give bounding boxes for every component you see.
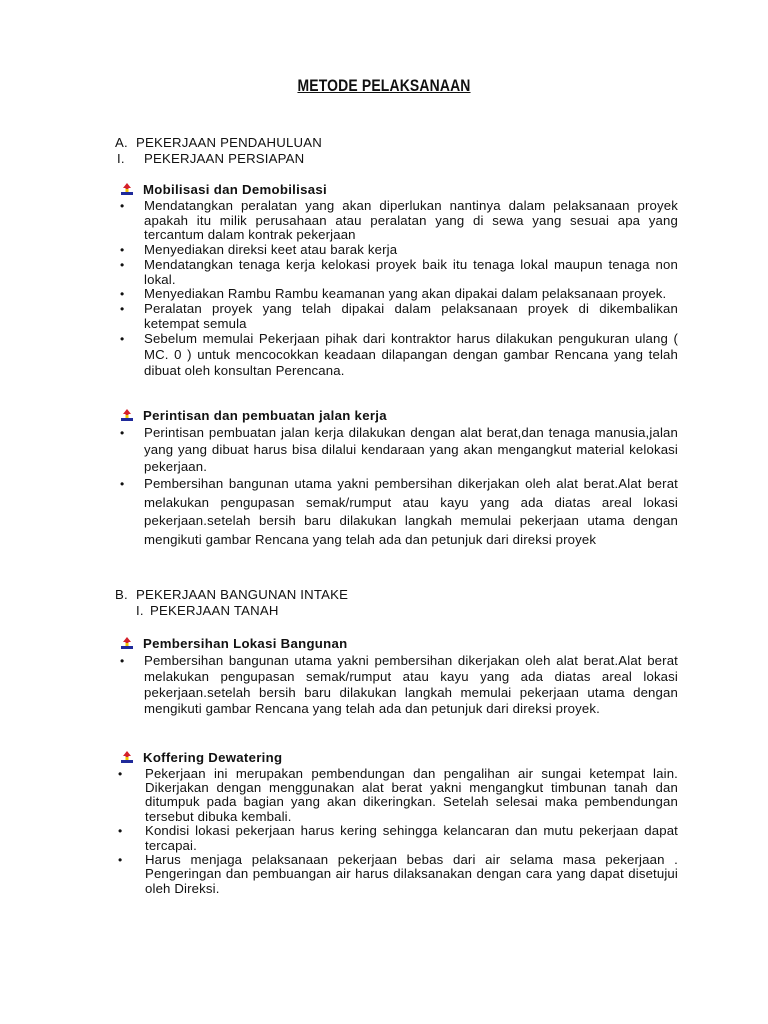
arrow-bullet-icon <box>121 751 133 764</box>
arrow-bullet-icon <box>121 183 133 196</box>
list-item: • Harus menjaga pelaksanaan pekerjaan bebas dari air selama masa pekerjaan . Pengeringan dan pembuangan air harus dilaksanakan dengan cara yang dapat disetujui oleh Direksi. <box>118 852 678 896</box>
arrow-bullet-icon <box>121 409 133 422</box>
perintisan-list <box>118 425 678 549</box>
list-item: • Mendatangkan peralatan yang akan diperlukan nantinya dalam pelaksanaan proyek apakah itu milik perusahaan atau peralatan yang di sewa yang sesuai apa yang tercantum dalam kontrak pekerjaan <box>120 198 678 243</box>
section-b-letter: B. <box>115 587 128 602</box>
section-b-subtitle: PEKERJAAN TANAH <box>150 603 279 618</box>
list-item: • Kondisi lokasi pekerjaan harus kering sehingga kelancaran dan mutu pekerjaan dapat tercapai. <box>118 823 678 853</box>
section-a-roman: I. <box>117 151 125 166</box>
list-item: • Pekerjaan ini merupakan pembendungan dan pengalihan air sungai ketempat lain. Dikerjakan dengan menggunakan alat berat yakni mengangkut timbunan tanah dan ditumpuk pada bagian yang akan dikeringkan. Setelah selesai maka pembendungan tersebut dibuka kembali. <box>118 766 678 824</box>
group-heading-mobilisasi <box>121 182 327 197</box>
group-heading-koffering <box>121 750 282 765</box>
section-a-subtitle: PEKERJAAN PERSIAPAN <box>144 151 305 166</box>
list-item: • Sebelum memulai Pekerjaan pihak dari kontraktor harus dilakukan pengukuran ulang ( MC. 0 ) untuk mencocokkan keadaan dilapangan dengan gambar Rencana yang telah dibuat oleh konsultan Perencana. <box>120 331 678 379</box>
section-b-title: PEKERJAAN BANGUNAN INTAKE <box>136 587 349 602</box>
arrow-bullet-icon <box>121 637 133 650</box>
section-a-heading <box>115 135 322 150</box>
group-heading-label: Pembersihan Lokasi Bangunan <box>143 636 348 651</box>
list-item: • Pembersihan bangunan utama yakni pembersihan dikerjakan oleh alat berat.Alat berat melakukan pengupasan semak/rumput atau kayu yang ada diatas areal lokasi pekerjaan.setelah bersih baru dilakukan langkah memulai pekerjaan utama dengan mengikuti gambar Rencana yang telah ada dan petunjuk dari direksi proyek. <box>120 653 678 716</box>
group-heading-label: Perintisan dan pembuatan jalan kerja <box>143 408 387 423</box>
list-item: • Menyediakan direksi keet atau barak kerja <box>120 242 398 258</box>
koffering-list <box>116 767 678 896</box>
section-b-heading <box>115 587 348 602</box>
group-heading-pembersihan <box>121 636 348 651</box>
list-item: • Mendatangkan tenaga kerja kelokasi proyek baik itu tenaga lokal maupun tenaga non lokal. <box>120 256 678 287</box>
list-item: • Menyediakan Rambu Rambu keamanan yang akan dipakai dalam pelaksanaan proyek. <box>120 286 667 302</box>
section-a-subheading <box>117 151 304 166</box>
group-heading-label: Koffering Dewatering <box>143 750 283 765</box>
group-heading-perintisan <box>121 408 387 423</box>
list-item: • Perintisan pembuatan jalan kerja dilakukan dengan alat berat,dan tenaga manusia,jalan yang yang dibuat harus bisa dilalui kendaraan yang akan mengangkut material kelokasi pekerjaan. <box>120 425 678 474</box>
list-item: • Peralatan proyek yang telah dipakai dalam pelaksanaan proyek di dikembalikan ketempat semula <box>120 300 678 331</box>
section-b-subheading <box>136 603 279 618</box>
section-a-title: PEKERJAAN PENDAHULUAN <box>136 135 322 150</box>
section-b-roman: I. <box>136 603 144 618</box>
list-item: • Pembersihan bangunan utama yakni pembersihan dikerjakan oleh alat berat.Alat berat melakukan pengupasan semak/rumput atau kayu yang ada diatas areal lokasi pekerjaan.setelah bersih baru dilakukan langkah memulai pekerjaan utama dengan mengikuti gambar Rencana yang telah ada dan petunjuk dari direksi proyek <box>120 476 678 547</box>
pembersihan-list <box>118 653 678 717</box>
group-heading-label: Mobilisasi dan Demobilisasi <box>143 182 327 197</box>
mobilisasi-list <box>118 199 678 379</box>
document-title: METODE PELAKSANAAN <box>297 76 471 95</box>
section-a-letter: A. <box>115 135 128 150</box>
